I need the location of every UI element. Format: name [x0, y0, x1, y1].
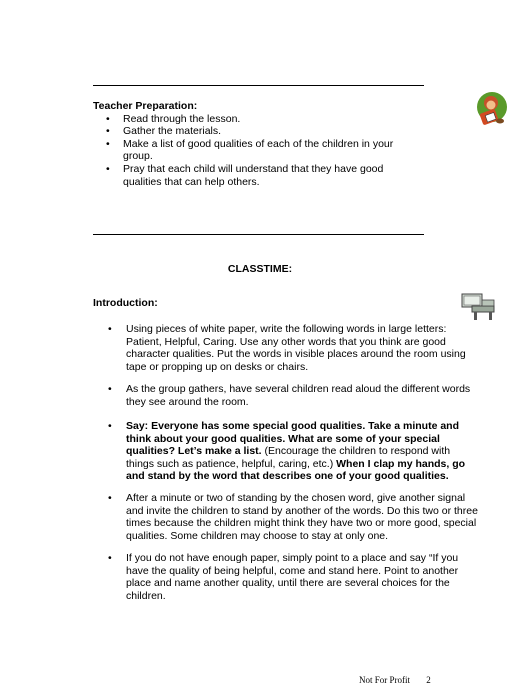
- introduction-heading: Introduction:: [93, 297, 158, 309]
- top-divider: [93, 85, 424, 86]
- intro-item: • After a minute or two of standing by the chosen word, give another signal and invite the children to stand by another of the words. Do this two or three times because the children might think they have two or more good, special qualities. Some children may choose to stay at only one.: [108, 492, 478, 542]
- middle-divider: [93, 234, 424, 235]
- child-reading-clipart: [474, 90, 508, 128]
- bullet-icon: •: [108, 552, 112, 564]
- teacher-prep-list: [106, 113, 413, 189]
- classtime-heading: CLASSTIME:: [227, 263, 293, 275]
- intro-item: • If you do not have enough paper, simply point to a place and say “If you have the quality of being helpful, come and stand here. Point to another place and name another quality, until there are several choices for the children.: [108, 552, 459, 602]
- prep-item: • Gather the materials.: [106, 125, 413, 138]
- bullet-icon: •: [108, 420, 112, 432]
- bullet-icon: •: [108, 383, 112, 395]
- page-number: 2: [426, 675, 431, 685]
- footer-text: Not For Profit: [359, 675, 411, 685]
- prep-item: • Read through the lesson.: [106, 113, 413, 126]
- bullet-icon: •: [108, 323, 112, 335]
- teacher-prep-section: [93, 100, 413, 188]
- page-footer: [359, 674, 431, 687]
- prep-item: • Make a list of good qualities of each of the children in your group.: [106, 138, 413, 163]
- prep-item: • Pray that each child will understand that they have good qualities that can help others.: [106, 163, 413, 188]
- intro-item: • As the group gathers, have several children read aloud the different words they see around the room.: [108, 383, 471, 408]
- bullet-icon: •: [108, 492, 112, 504]
- intro-item: • Say: Everyone has some special good qualities. Take a minute and think about your good qualities. What are some of your special qualities? Let’s make a list. (Encourage the children to respond with things such as patience, helpful, caring, etc.) When I clap my hands, go and stand by the word that describes one of your good qualities.: [108, 420, 466, 483]
- teacher-prep-heading: Teacher Preparation:: [93, 100, 198, 112]
- classroom-desk-clipart: [460, 292, 498, 322]
- intro-item: • Using pieces of white paper, write the following words in large letters: Patient, Helpful, Caring. Use any other words that you think are good character qualities. Put the words in visible places around the room using tape or propping up on desks or chairs.: [108, 323, 466, 373]
